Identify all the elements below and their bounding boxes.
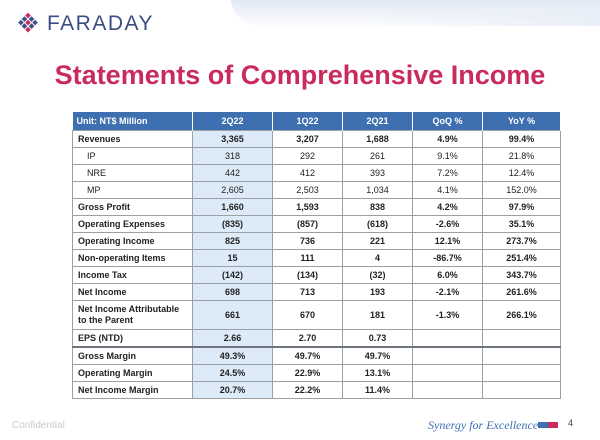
row-label: Net Income Attributable to the Parent xyxy=(73,301,193,330)
column-header-yoy: YoY % xyxy=(483,112,561,131)
cell-yoy xyxy=(483,365,561,382)
cell-qoq: 4.1% xyxy=(413,182,483,199)
row-label: MP xyxy=(73,182,193,199)
row-label: EPS (NTD) xyxy=(73,330,193,348)
cell-2q21: 261 xyxy=(343,148,413,165)
cell-2q21: 221 xyxy=(343,233,413,250)
cell-1q22: 713 xyxy=(273,284,343,301)
cell-2q22: 49.3% xyxy=(193,347,273,365)
cell-1q22: (857) xyxy=(273,216,343,233)
row-label: Operating Income xyxy=(73,233,193,250)
table-row-gross-margin xyxy=(73,347,561,365)
cell-qoq xyxy=(413,330,483,348)
table-row-gross-profit xyxy=(73,199,561,216)
faraday-diamond-logo-icon xyxy=(16,12,40,36)
row-label: NRE xyxy=(73,165,193,182)
row-label: Operating Margin xyxy=(73,365,193,382)
row-label: Net Income Margin xyxy=(73,382,193,399)
table-row-net-income-margin xyxy=(73,382,561,399)
table-row-net-income xyxy=(73,284,561,301)
cell-2q21: 11.4% xyxy=(343,382,413,399)
table-row-revenues xyxy=(73,131,561,148)
cell-qoq: -2.6% xyxy=(413,216,483,233)
cell-2q22: 318 xyxy=(193,148,273,165)
cell-1q22: 22.2% xyxy=(273,382,343,399)
cell-2q22: 20.7% xyxy=(193,382,273,399)
cell-2q21: (618) xyxy=(343,216,413,233)
cell-yoy: 21.8% xyxy=(483,148,561,165)
footer-color-bar xyxy=(538,422,558,428)
cell-2q21: 181 xyxy=(343,301,413,330)
cell-1q22: 3,207 xyxy=(273,131,343,148)
cell-2q21: 1,688 xyxy=(343,131,413,148)
cell-2q21: 0.73 xyxy=(343,330,413,348)
cell-2q21: 4 xyxy=(343,250,413,267)
cell-yoy: 152.0% xyxy=(483,182,561,199)
cell-1q22: 412 xyxy=(273,165,343,182)
cell-2q22: 825 xyxy=(193,233,273,250)
table-row-income-tax xyxy=(73,267,561,284)
row-label: Gross Margin xyxy=(73,347,193,365)
column-header-2q21: 2Q21 xyxy=(343,112,413,131)
cell-2q21: 193 xyxy=(343,284,413,301)
cell-qoq: 6.0% xyxy=(413,267,483,284)
cell-qoq: 4.9% xyxy=(413,131,483,148)
company-slogan: Synergy for Excellence xyxy=(428,418,539,432)
cell-2q22: (835) xyxy=(193,216,273,233)
cell-qoq: 7.2% xyxy=(413,165,483,182)
table-row-operating-expenses xyxy=(73,216,561,233)
company-logo xyxy=(16,11,154,37)
row-label: IP xyxy=(73,148,193,165)
cell-2q22: 24.5% xyxy=(193,365,273,382)
cell-yoy: 343.7% xyxy=(483,267,561,284)
row-label: Income Tax xyxy=(73,267,193,284)
table-row-non-operating-items xyxy=(73,250,561,267)
table-row-eps xyxy=(73,330,561,348)
cell-yoy xyxy=(483,382,561,399)
cell-yoy: 266.1% xyxy=(483,301,561,330)
table-row-operating-income xyxy=(73,233,561,250)
footer-bar-red xyxy=(548,422,558,428)
cell-yoy: 99.4% xyxy=(483,131,561,148)
cell-1q22: 22.9% xyxy=(273,365,343,382)
cell-qoq: -86.7% xyxy=(413,250,483,267)
row-label: Revenues xyxy=(73,131,193,148)
page-title: Statements of Comprehensive Income xyxy=(54,60,546,90)
cell-1q22: 670 xyxy=(273,301,343,330)
cell-yoy: 97.9% xyxy=(483,199,561,216)
header-swoosh-accent xyxy=(360,10,600,26)
cell-2q21: 393 xyxy=(343,165,413,182)
cell-1q22: 1,593 xyxy=(273,199,343,216)
cell-2q22: 698 xyxy=(193,284,273,301)
cell-yoy: 35.1% xyxy=(483,216,561,233)
cell-qoq: 4.2% xyxy=(413,199,483,216)
cell-1q22: 292 xyxy=(273,148,343,165)
column-header-1q22: 1Q22 xyxy=(273,112,343,131)
cell-2q22: 661 xyxy=(193,301,273,330)
table-row-ip xyxy=(73,148,561,165)
cell-2q21: 49.7% xyxy=(343,347,413,365)
cell-2q21: 1,034 xyxy=(343,182,413,199)
row-label: Operating Expenses xyxy=(73,216,193,233)
table-row-operating-margin xyxy=(73,365,561,382)
cell-yoy: 261.6% xyxy=(483,284,561,301)
income-statement-table xyxy=(72,112,561,399)
table-row-net-income-attributable xyxy=(73,301,561,330)
cell-yoy xyxy=(483,347,561,365)
cell-qoq: 12.1% xyxy=(413,233,483,250)
cell-yoy: 273.7% xyxy=(483,233,561,250)
table-header-row xyxy=(73,112,561,131)
cell-qoq xyxy=(413,382,483,399)
cell-yoy: 12.4% xyxy=(483,165,561,182)
cell-yoy: 251.4% xyxy=(483,250,561,267)
column-header-qoq: QoQ % xyxy=(413,112,483,131)
cell-2q21: 13.1% xyxy=(343,365,413,382)
row-label: Net Income xyxy=(73,284,193,301)
cell-1q22: 111 xyxy=(273,250,343,267)
column-header-unit: Unit: NT$ Million xyxy=(73,112,193,131)
cell-1q22: 49.7% xyxy=(273,347,343,365)
cell-1q22: 2.70 xyxy=(273,330,343,348)
row-label: Non-operating Items xyxy=(73,250,193,267)
cell-2q22: 1,660 xyxy=(193,199,273,216)
cell-2q22: 442 xyxy=(193,165,273,182)
cell-qoq: -1.3% xyxy=(413,301,483,330)
table-row-mp xyxy=(73,182,561,199)
cell-yoy xyxy=(483,330,561,348)
cell-2q22: 15 xyxy=(193,250,273,267)
cell-qoq: -2.1% xyxy=(413,284,483,301)
confidential-label: Confidential xyxy=(12,420,65,431)
cell-2q22: 2,605 xyxy=(193,182,273,199)
column-header-2q22: 2Q22 xyxy=(193,112,273,131)
cell-2q21: 838 xyxy=(343,199,413,216)
cell-1q22: 736 xyxy=(273,233,343,250)
cell-qoq: 9.1% xyxy=(413,148,483,165)
table-row-nre xyxy=(73,165,561,182)
cell-2q22: 3,365 xyxy=(193,131,273,148)
page-number: 4 xyxy=(568,418,574,428)
row-label: Gross Profit xyxy=(73,199,193,216)
cell-qoq xyxy=(413,347,483,365)
cell-2q21: (32) xyxy=(343,267,413,284)
cell-qoq xyxy=(413,365,483,382)
cell-2q22: 2.66 xyxy=(193,330,273,348)
cell-1q22: (134) xyxy=(273,267,343,284)
footer-bar-blue xyxy=(538,422,548,428)
company-name: FARADAY xyxy=(47,12,154,35)
cell-1q22: 2,503 xyxy=(273,182,343,199)
cell-2q22: (142) xyxy=(193,267,273,284)
